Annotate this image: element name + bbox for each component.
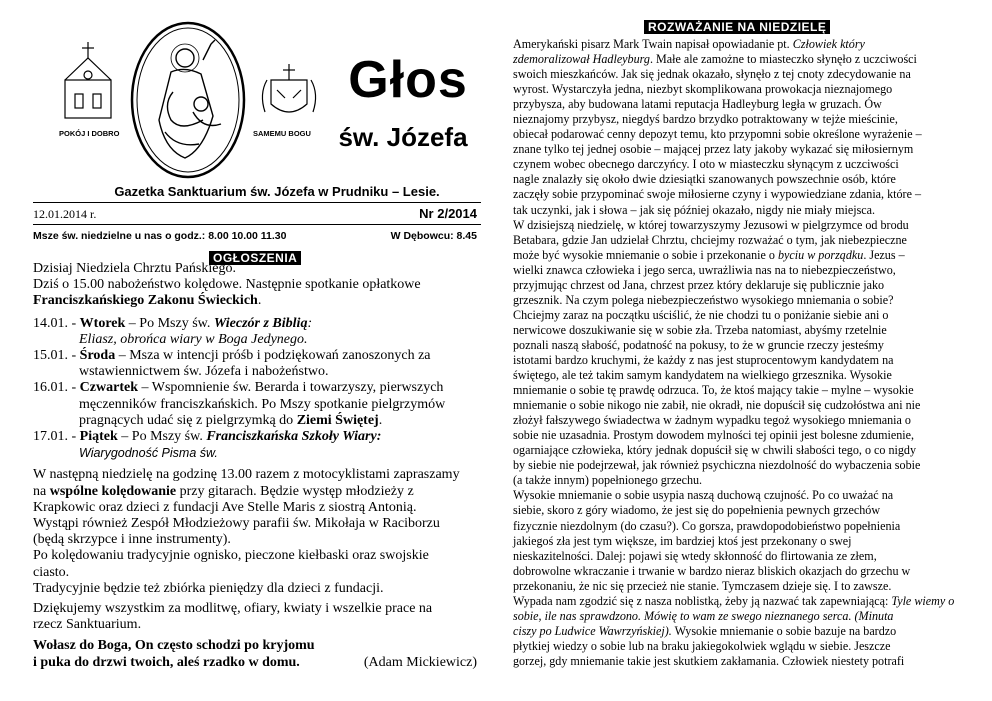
ann-entry-tue: 14.01. - Wtorek – Po Mszy św. Wieczór z Biblią: — [33, 315, 313, 331]
newsletter-subtitle: św. Józefa — [338, 122, 468, 152]
ann-entry-thu-sub1: męczenników franciszkańskich. Po Mszy spotkanie pielgrzymów — [79, 396, 446, 412]
ann-p4b: rzecz Sanktuarium. — [33, 617, 142, 633]
publisher-line: Gazetka Sanktuarium św. Józefa w Prudniku – Lesie. — [114, 184, 440, 199]
ref-line: (a także innym) popełnionego grzechu. — [513, 473, 703, 488]
issue-date: 12.01.2014 r. — [33, 207, 97, 221]
ann-p2a: Po kolędowaniu tradycyjnie ognisko, pieczone kiełbaski oraz swojskie — [33, 548, 429, 564]
ann-p1e: (będą skrzypce i inne instrumenty). — [33, 532, 231, 548]
ref-line: przybysza, aby budowana latami reputacja Hadleyburg legła w gruzach. Ów — [513, 97, 882, 112]
ann-p1b: na wspólne kolędowanie przy gitarach. Będzie występ młodzieży z — [33, 483, 414, 499]
ref-line: nieznajomy przybysz, niegdyś bardzo brzydko potraktowany w tejże mieścinie, — [513, 112, 898, 127]
ref-line: może być wysokie mniemanie o sobie i przekonanie o byciu w porządku. Jezus – — [513, 247, 905, 262]
logo-right-caption: SAMEMU BOGU — [253, 129, 311, 138]
mass-times-line — [33, 230, 481, 242]
ann-entry-tue-sub: Eliasz, obrońca wiary w Boga Jedynego. — [79, 331, 308, 347]
ref-line: by siebie nie podejrzewał, jak również psychiczna niezdolność do wybaczenia sobie — [513, 458, 921, 473]
divider — [33, 202, 481, 203]
ann-p4a: Dziękujemy wszystkim za modlitwę, ofiary, kwiaty i wszelkie prace na — [33, 601, 433, 617]
ref-line: przekonaniu, że nic się przecież nie stanie. Tymczasem dzieje się. I to zawsze. — [513, 578, 892, 593]
ann-p1c: Krapkowic oraz dzieci z fundacji Ave Stelle Maris z siostrą Antonią. — [33, 499, 417, 515]
newsletter-title: Głos — [348, 51, 468, 109]
ref-line: Amerykański pisarz Mark Twain napisał opowiadanie pt. Człowiek który — [513, 37, 865, 51]
right-column — [513, 14, 961, 694]
ref-line: wyrost. Wystarczyła jedna, niezbyt skomplikowana prowokacja nieznajomego — [513, 82, 893, 97]
ann-intro2: Dziś o 15.00 nabożeństwo kolędowe. Następnie spotkanie opłatkowe — [33, 277, 421, 293]
ref-line: mniemanie o sobie tę prawdę odrzuca. To, że ktoś mający takie – mylne – wysokie — [513, 383, 914, 398]
ref-line: Betabara, gdzie Jan udzielał Chrztu, chciejmy rozważać o tym, jak niebezpieczne — [513, 232, 907, 247]
left-column — [33, 14, 481, 694]
ref-line: Chciejmy zaraz na początku uściślić, że nie chodzi tu o poniżanie siebie ani o — [513, 307, 889, 322]
ann-entry-thu: 16.01. - Czwartek – Wspomnienie św. Berarda i towarzyszy, pierwszych — [33, 380, 444, 396]
ref-line: obiecał podarować cenny depozyt temu, kto przypomni sobie określone wyrażenie – — [513, 127, 922, 142]
ref-line: sobie, ile nas sprawdzono. Mówię to wam ze swego nieznanego serca. (Minuta — [513, 608, 894, 623]
ref-line: nagle znalazły się około dwie dziesiątki szanowanych powszechnie osób, które — [513, 172, 896, 187]
reflection-heading: ROZWAŻANIE NA NIEDZIELĘ — [644, 20, 830, 34]
ref-line: fizycznie niezdolnym (do czasu?). Co gorsza, prawdopodobieństwo popełnienia — [513, 518, 901, 533]
ref-line: grzesznik. Na czym polega niebezpieczeństwo wysokiego mniemania o sobie? — [513, 292, 894, 307]
ann-p3: Tradycyjnie będzie też zbiórka pieniędzy dla dzieci z fundacji. — [33, 580, 384, 596]
reflection-body — [513, 37, 961, 669]
ref-line: ciszy po Ludwice Wawrzyńskiej). Wysokie mniemanie o sobie bazuje na bardzo — [513, 623, 897, 638]
issue-line — [33, 207, 481, 222]
ref-line: istotami bardzo kruchymi, że każdy z nas jest stuprocentowym kandydatem na — [513, 352, 894, 367]
ref-line: ogarniające człowieka, który jednak dopuścił się w chwili słabości tego, o co nigdy — [513, 443, 917, 458]
ref-line: swoich mieszkańców. Jak się jednak okazało, słynęło z tej cnoty zdecydowanie na — [513, 67, 911, 82]
ref-line: W dzisiejszą niedzielę, w której towarzyszymy Jezusowi w pielgrzymce od brodu — [513, 217, 909, 232]
ref-line: złożył fałszywego świadectwa w żadnym wypadku tegoż wysokiego mniemania o — [513, 413, 911, 428]
announcements-body — [33, 261, 481, 671]
ref-line: poznali naszą słabość, podatność na pokusy, to że w gruncie rzeczy jesteśmy — [513, 337, 884, 352]
ref-line: gorzej, gdy mniemanie takie jest skutkiem zakłamania. Człowiek niestety potrafi — [513, 653, 905, 668]
ann-p1d: Wystąpi również Zespół Młodzieżowy parafii św. Mikołaja w Raciborzu — [33, 516, 440, 532]
ref-line: jakiegoś zła jest tym większe, im bardziej ktoś jest przekonany o swej — [513, 533, 852, 548]
church-emblem — [65, 42, 111, 118]
ref-line: Wypada nam zgodzić się z nasza noblistką, żeby ją nazwać tak zapewniającą: Tyle wiemy o — [513, 593, 955, 608]
ref-line: znane tylko tej jednej osobie – mającej przez laty jakoby wykazać się miłosiernym — [513, 142, 914, 157]
announcements-heading: OGŁOSZENIA — [209, 251, 301, 265]
st-joseph-figure — [159, 40, 221, 158]
ann-entry-thu-sub2: pragnących udać się z pielgrzymką do Ziemi Świętej. — [79, 412, 383, 428]
ann-entry-fri: 17.01. - Piątek – Po Mszy św. Franciszkańska Szkoły Wiary: — [33, 429, 382, 445]
ref-line: siebie, skoro z góry wiadomo, że jest się do popełnienia pewnych grzechów — [513, 503, 881, 518]
quote-line2: i puka do drzwi twoich, aleś rzadko w domu. (Adam Mickiewicz) — [33, 655, 481, 671]
oval-frame — [132, 23, 244, 177]
ann-intro1: Dzisiaj Niedziela Chrztu Pańskiego. — [33, 261, 236, 276]
ref-line: mniemanie o sobie nikogo nie zabił, nie okradł, nie dopuścił się cudzołóstwa ani nie — [513, 398, 921, 413]
ann-p1a: W następną niedzielę na godzinę 13.00 razem z motocyklistami zapraszamy — [33, 467, 460, 483]
ref-line: przyjmując chrzest od Jana, chrzest przez który deklaruje się publicznie jako — [513, 277, 885, 292]
quote-line1: Wołasz do Boga, On często schodzi po kryjomu — [33, 638, 315, 654]
ref-line: nerwicowe doszukiwanie się w sobie zła. Trzeba natomiast, abyśmy rzetelnie — [513, 322, 887, 337]
ref-line: płytkiej wiedzy o sobie lub na braku jakiegokolwiek wglądu w siebie. Jeszcze — [513, 638, 891, 653]
ann-entry-fri-sub: Wiarygodność Pisma św. — [79, 446, 218, 461]
ref-line: czynem wobec obecnego darczyńcy. I oto w miasteczku słynącym z uczciwości — [513, 157, 899, 172]
mass-debowiec: W Dębowcu: 8.45 — [390, 230, 477, 242]
ref-line: Wysokie mniemanie o sobie usypia naszą duchową czujność. Po co uważać na — [513, 488, 894, 503]
ref-line: nieskazitelności. Dalej: pojawi się wtedy skłonność do flirtowania ze złem, — [513, 548, 877, 563]
ref-line: tak uczynki, jak i słowa – jak się później okazało, nigdy nie miały miejsca. — [513, 202, 876, 217]
ref-line: sobie nie uzasadnia. Prostym dowodem mylności tej opinii jest bolesne zdumienie, — [513, 428, 915, 443]
ref-line: wielki znawca człowieka i jego serca, uwrażliwia nas na to niebezpieczeństwo, — [513, 262, 896, 277]
ref-line: zaczęły sobie przypominać swoje miłosierne czyny i wypowiedziane zdania, które – — [513, 187, 922, 202]
ann-entry-wed-sub: wstawiennictwem św. Józefa i nabożeństwo. — [79, 364, 329, 380]
ref-line: dobrowolne wkraczanie i trwanie w bardzo nieraz bliskich okazjach do grzechu w — [513, 563, 911, 578]
coat-of-arms-emblem — [262, 64, 315, 112]
ref-line: zdemoralizował Hadleyburg. Małe ale zamożne to miasteczko słynęło z uczciwości — [513, 52, 917, 67]
divider — [33, 224, 481, 225]
ann-entry-wed: 15.01. - Środa – Msza w intencji próśb i podziękowań zanoszonych za — [33, 348, 431, 364]
mass-times: Msze św. niedzielne u nas o godz.: 8.00 10.00 11.30 — [33, 230, 287, 242]
ref-line: świętego, ale też takim samym kandydatem na wielkiego grzesznika. Wysokie — [513, 368, 892, 383]
logo-left-caption: POKÓJ I DOBRO — [59, 129, 120, 138]
ann-intro2-end: Franciszkańskiego Zakonu Świeckich. — [33, 293, 262, 309]
ann-p2b: ciasto. — [33, 564, 70, 580]
issue-number: Nr 2/2014 — [419, 206, 477, 221]
sanctuary-logo — [53, 20, 321, 180]
quote-author: (Adam Mickiewicz) — [363, 654, 477, 670]
